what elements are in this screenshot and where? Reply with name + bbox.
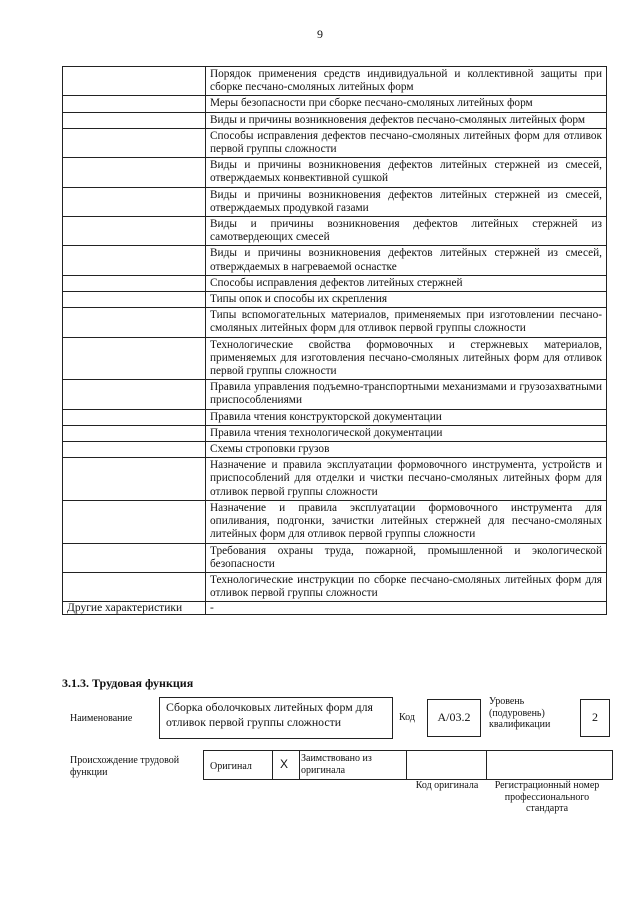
knowledge-item: Виды и причины возникновения дефектов литейных стержней из смесей, отверждаемых в нагреваемой оснастке — [206, 246, 607, 275]
table-row — [63, 409, 607, 425]
table-row — [63, 275, 607, 291]
table-row — [63, 500, 607, 543]
function-level: 2 — [592, 710, 598, 724]
knowledge-item: Правила чтения конструкторской документации — [206, 409, 607, 425]
knowledge-item: Способы исправления дефектов песчано-смоляных литейных форм для отливок первой группы сложности — [206, 128, 607, 157]
function-name: Сборка оболочковых литейных форм для отливок первой группы сложности — [166, 700, 373, 729]
table-row — [63, 128, 607, 157]
knowledge-item: Типы вспомогательных материалов, применяемых при изготовлении песчано-смоляных литейных форм для отливок первой группы сложности — [206, 308, 607, 337]
label-cell-empty — [63, 67, 206, 96]
table-row — [63, 187, 607, 216]
section-title: 3.1.3. Трудовая функция — [62, 676, 194, 690]
knowledge-item: Способы исправления дефектов литейных стержней — [206, 275, 607, 291]
table-row — [63, 380, 607, 409]
knowledge-item: Типы опок и способы их скрепления — [206, 292, 607, 308]
table-row — [63, 425, 607, 441]
borrowed-label: Заимствовано из оригинала — [301, 753, 372, 776]
knowledge-item: Виды и причины возникновения дефектов литейных стержней из самотвердеющих смесей — [206, 217, 607, 246]
knowledge-item: Назначение и правила эксплуатации формовочного инструмента, устройств и приспособлений для отделки и чистки песчано-смоляных литейных форм для отливок первой группы сложности — [206, 458, 607, 501]
origin-row — [203, 750, 613, 780]
table-row — [63, 158, 607, 187]
name-label: Наименование — [70, 713, 133, 724]
original-label: Оригинал — [210, 761, 252, 772]
knowledge-item: Правила управления подъемно-транспортными механизмами и грузозахватными приспособлениями — [206, 380, 607, 409]
knowledge-item: Схемы строповки грузов — [206, 442, 607, 458]
knowledge-item: Виды и причины возникновения дефектов литейных стержней из смесей, отверждаемых конвективной сушкой — [206, 158, 607, 187]
table-row — [63, 292, 607, 308]
knowledge-item: Порядок применения средств индивидуальной и коллективной защиты при сборке песчано-смоляных литейных форм — [206, 67, 607, 96]
table-row — [63, 246, 607, 275]
table-row — [63, 543, 607, 572]
knowledge-item: Технологические инструкции по сборке песчано-смоляных литейных форм для отливок первой группы сложности — [206, 572, 607, 601]
knowledge-item: Меры безопасности при сборке песчано-смоляных литейных форм — [206, 96, 607, 112]
knowledge-item: Технологические свойства формовочных и стержневых материалов, применяемых для изготовления песчано-смоляных литейных форм для отливок первой группы сложности — [206, 337, 607, 380]
knowledge-item: Требования охраны труда, пожарной, промышленной и экологической безопасности — [206, 543, 607, 572]
other-characteristics-label: Другие характеристики — [63, 602, 206, 615]
code-label: Код — [399, 712, 415, 723]
page-number: 9 — [317, 27, 323, 41]
other-characteristics-row — [63, 602, 607, 615]
table-row — [63, 67, 607, 96]
level-label: Уровень (подуровень) квалификации — [489, 696, 551, 730]
table-row — [63, 458, 607, 501]
knowledge-item: Виды и причины возникновения дефектов литейных стержней из смесей, отверждаемых продувкой газами — [206, 187, 607, 216]
table-row — [63, 112, 607, 128]
function-code: А/03.2 — [437, 710, 471, 724]
table-row — [63, 572, 607, 601]
table-row — [63, 96, 607, 112]
knowledge-item: Виды и причины возникновения дефектов песчано-смоляных литейных форм — [206, 112, 607, 128]
code-original-caption: Код оригинала — [415, 780, 479, 791]
knowledge-item: Правила чтения технологической документации — [206, 425, 607, 441]
table-row — [63, 337, 607, 380]
original-mark: X — [280, 757, 289, 771]
reg-number-caption: Регистрационный номер профессионального стандарта — [494, 780, 600, 814]
knowledge-table — [62, 66, 607, 615]
table-row — [63, 308, 607, 337]
other-characteristics-value: - — [206, 602, 607, 615]
knowledge-item: Назначение и правила эксплуатации формовочного инструмента для опиливания, подгонки, зачистки литейных стержней для песчано-смоляных литейных форм для отливок первой группы сложности — [206, 500, 607, 543]
table-row — [63, 442, 607, 458]
table-row — [63, 217, 607, 246]
origin-label: Происхождение трудовой функции — [70, 755, 180, 778]
